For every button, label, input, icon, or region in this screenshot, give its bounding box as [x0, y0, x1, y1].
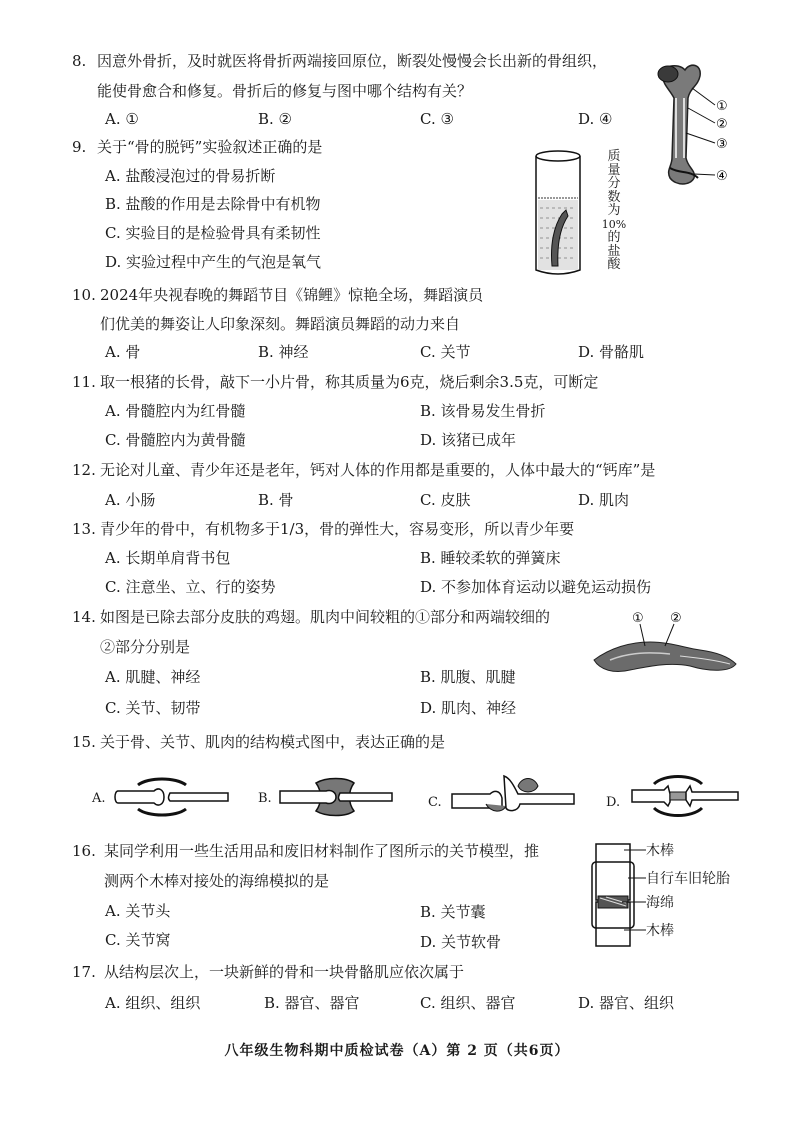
question-11-option-d: D. 该猪已成年 [420, 431, 517, 449]
question-9-option-c: C. 实验目的是检验骨具有柔韧性 [105, 224, 321, 242]
question-17-option-c: C. 组织、器官 [420, 994, 516, 1012]
question-14-stem-line2: ②部分分别是 [100, 638, 191, 656]
question-8-option-a: A. ① [105, 110, 139, 128]
question-16-number: 16. [72, 842, 96, 860]
question-8-option-b: B. ② [258, 110, 293, 128]
joint-model-label-wood-bottom: 木棒 [646, 923, 674, 939]
question-11-stem: 取一根猪的长骨，敲下一小片骨，称其质量为6克，烧后剩余3.5克，可断定 [100, 373, 599, 391]
question-9-option-d: D. 实验过程中产生的气泡是氧气 [105, 253, 322, 271]
question-17-option-a: A. 组织、组织 [105, 994, 201, 1012]
question-9-stem: 关于“骨的脱钙”实验叙述正确的是 [97, 138, 323, 156]
question-11-option-a: A. 骨髓腔内为红骨髓 [105, 402, 246, 420]
joint-diagram-b [276, 775, 396, 819]
wing-label-1: ① [632, 611, 644, 626]
question-15-option-c: C. [428, 795, 442, 810]
bone-label-3: ③ [716, 137, 728, 152]
question-8-stem-line2: 能使骨愈合和修复。骨折后的修复与图中哪个结构有关？ [97, 82, 473, 100]
question-14-option-b: B. 肌腹、肌腱 [420, 668, 516, 686]
beaker-figure [530, 148, 598, 280]
question-14-stem-line1: 如图是已除去部分皮肤的鸡翅。肌肉中间较粗的①部分和两端较细的 [100, 608, 551, 626]
question-10-option-c: C. 关节 [420, 343, 471, 361]
question-17-stem: 从结构层次上，一块新鲜的骨和一块骨骼肌应依次属于 [104, 963, 465, 981]
question-11-option-b: B. 该骨易发生骨折 [420, 402, 546, 420]
question-15-number: 15. [72, 733, 96, 751]
question-16-option-b: B. 关节囊 [420, 903, 486, 921]
joint-model-label-sponge: 海绵 [646, 895, 674, 911]
question-13-stem: 青少年的骨中，有机物多于1/3，骨的弹性大，容易变形，所以青少年要 [100, 520, 575, 538]
question-13-option-a: A. 长期单肩背书包 [105, 549, 231, 567]
bone-label-1: ① [716, 99, 728, 114]
question-16-option-d: D. 关节软骨 [420, 933, 502, 951]
joint-model-label-tire: 自行车旧轮胎 [646, 871, 730, 887]
question-12-stem: 无论对儿童、青少年还是老年，钙对人体的作用都是重要的，人体中最大的“钙库”是 [100, 461, 656, 479]
long-bone-figure [640, 58, 745, 193]
joint-diagram-c [448, 768, 578, 816]
bone-label-2: ② [716, 117, 728, 132]
chicken-wing-figure [590, 608, 740, 680]
bone-label-4: ④ [716, 169, 728, 184]
question-15-option-d: D. [606, 795, 621, 810]
question-13-option-d: D. 不参加体育运动以避免运动损伤 [420, 578, 652, 596]
question-10-option-d: D. 骨骼肌 [578, 343, 645, 361]
joint-model-label-wood-top: 木棒 [646, 843, 674, 859]
question-9-option-b: B. 盐酸的作用是去除骨中有机物 [105, 195, 321, 213]
question-9-option-a: A. 盐酸浸泡过的骨易折断 [105, 167, 276, 185]
question-10-stem-line1: 2024年央视春晚的舞蹈节目《锦鲤》惊艳全场，舞蹈演员 [100, 286, 484, 304]
question-12-number: 12. [72, 461, 96, 479]
beaker-label: 质 量 分 数 为 10% 的 盐 酸 [601, 149, 627, 272]
question-17-option-d: D. 器官、组织 [578, 994, 675, 1012]
question-11-number: 11. [72, 373, 96, 391]
question-13-option-c: C. 注意坐、立、行的姿势 [105, 578, 276, 596]
question-14-option-a: A. 肌腱、神经 [105, 668, 201, 686]
question-16-stem-line1: 某同学利用一些生活用品和废旧材料制作了图所示的关节模型，推 [104, 842, 540, 860]
question-13-number: 13. [72, 520, 96, 538]
question-12-option-c: C. 皮肤 [420, 491, 471, 509]
question-16-option-c: C. 关节窝 [105, 931, 171, 949]
joint-diagram-d [626, 772, 746, 820]
wing-label-2: ② [670, 611, 682, 626]
joint-diagram-a [112, 775, 232, 819]
question-10-option-b: B. 神经 [258, 343, 309, 361]
question-15-option-a: A. [92, 791, 106, 806]
question-12-option-d: D. 肌肉 [578, 491, 630, 509]
question-14-option-d: D. 肌肉、神经 [420, 699, 517, 717]
question-10-number: 10. [72, 286, 96, 304]
question-12-option-a: A. 小肠 [105, 491, 156, 509]
question-14-option-c: C. 关节、韧带 [105, 699, 201, 717]
question-17-number: 17. [72, 963, 96, 981]
page-footer: 八年级生物科期中质检试卷（A）第 2 页（共6页） [224, 1043, 570, 1059]
question-8-number: 8. [72, 52, 87, 70]
question-12-option-b: B. 骨 [258, 491, 294, 509]
question-10-stem-line2: 们优美的舞姿让人印象深刻。舞蹈演员舞蹈的动力来自 [100, 315, 461, 333]
question-14-number: 14. [72, 608, 96, 626]
question-8-option-c: C. ③ [420, 110, 454, 128]
question-15-option-b: B. [258, 791, 272, 806]
question-16-stem-line2: 测两个木棒对接处的海绵模拟的是 [104, 872, 330, 890]
question-10-option-a: A. 骨 [105, 343, 141, 361]
question-8-option-d: D. ④ [578, 110, 613, 128]
question-9-number: 9. [72, 138, 87, 156]
question-8-stem-line1: 因意外骨折，及时就医将骨折两端接回原位，断裂处慢慢会长出新的骨组织， [97, 52, 608, 70]
question-16-option-a: A. 关节头 [105, 902, 171, 920]
question-11-option-c: C. 骨髓腔内为黄骨髓 [105, 431, 246, 449]
question-15-stem: 关于骨、关节、肌肉的结构模式图中，表达正确的是 [100, 733, 446, 751]
question-17-option-b: B. 器官、器官 [264, 994, 360, 1012]
question-13-option-b: B. 睡较柔软的弹簧床 [420, 549, 561, 567]
